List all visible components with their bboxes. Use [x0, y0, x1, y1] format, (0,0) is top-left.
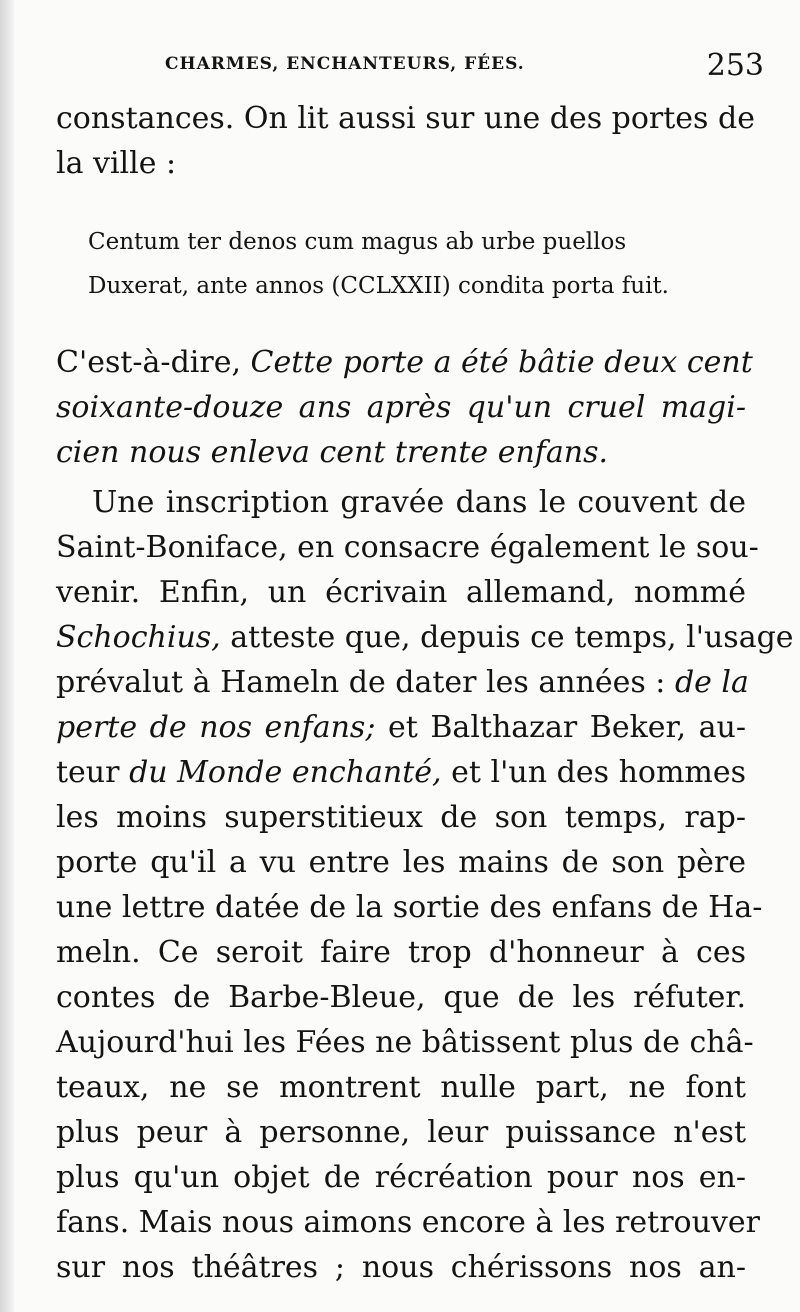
- page-gutter-shadow: [0, 0, 14, 1312]
- text-line: [56, 660, 749, 705]
- text-line: venir. Enfin, un écrivain allemand, nommé: [56, 575, 746, 610]
- text-line: [56, 385, 746, 430]
- text-run: et l'un des hommes: [441, 755, 746, 790]
- text-line: fans. Mais nous aimons encore à les retrouver: [56, 1205, 760, 1240]
- text-run: prévalut à Hameln de dater les années :: [56, 665, 675, 700]
- text-line: constances. On lit aussi sur une des portes de: [56, 101, 755, 136]
- italic-title: du Monde enchanté,: [129, 755, 442, 790]
- text-line: la ville :: [56, 146, 177, 181]
- page-number: 253: [706, 48, 764, 83]
- running-title: CHARMES, ENCHANTEURS, FÉES.: [165, 54, 525, 74]
- intro-text: [56, 96, 755, 186]
- text-line: meln. Ce seroit faire trop d'honneur à ces: [56, 935, 746, 970]
- page-header: [55, 48, 772, 88]
- translation-italic: Cette porte a été bâtie deux cent: [250, 345, 753, 380]
- main-paragraph: [56, 480, 794, 1290]
- italic-phrase: de la: [674, 665, 749, 700]
- text-line: [56, 615, 794, 660]
- translation-text: [56, 340, 753, 475]
- text-line: [56, 705, 746, 750]
- text-line: Une inscription gravée dans le couvent de: [92, 485, 746, 520]
- translation-italic: cien nous enleva cent trente enfans.: [56, 435, 609, 470]
- text-line: contes de Barbe-Bleue, que de les réfuter.: [56, 980, 746, 1015]
- quote-line: Centum ter denos cum magus ab urbe puellos: [88, 229, 627, 255]
- text-run: atteste que, depuis ce temps, l'usage: [220, 620, 794, 655]
- text-run: teur: [56, 755, 130, 790]
- text-line: porte qu'il a vu entre les mains de son père: [56, 845, 746, 880]
- text-line: [56, 430, 746, 475]
- text-line: sur nos théâtres ; nous chérissons nos an-: [56, 1250, 746, 1285]
- italic-phrase: perte de nos enfans;: [56, 710, 376, 745]
- text-line: [56, 750, 746, 795]
- text-line: plus peur à personne, leur puissance n'est: [56, 1115, 746, 1150]
- quote-line: Duxerat, ante annos (CCLXXII) condita porta fuit.: [88, 273, 669, 299]
- text-run: et Balthazar Beker, au-: [375, 710, 746, 745]
- text-line: teaux, ne se montrent nulle part, ne font: [56, 1070, 746, 1105]
- translation-lead: C'est-à-dire,: [56, 345, 251, 380]
- text-line: plus qu'un objet de récréation pour nos en-: [56, 1160, 746, 1195]
- text-line: Saint-Boniface, en consacre également le sou-: [56, 530, 759, 565]
- text-line: les moins superstitieux de son temps, rap-: [56, 800, 746, 835]
- latin-inscription: [88, 220, 738, 308]
- text-line: une lettre datée de la sortie des enfans de Ha-: [56, 890, 763, 925]
- italic-name: Schochius,: [56, 620, 221, 655]
- text-line: [56, 340, 753, 385]
- translation-italic: soixante-douze ans après qu'un cruel magi-: [56, 390, 746, 425]
- text-line: Aujourd'hui les Fées ne bâtissent plus de châ-: [56, 1025, 754, 1060]
